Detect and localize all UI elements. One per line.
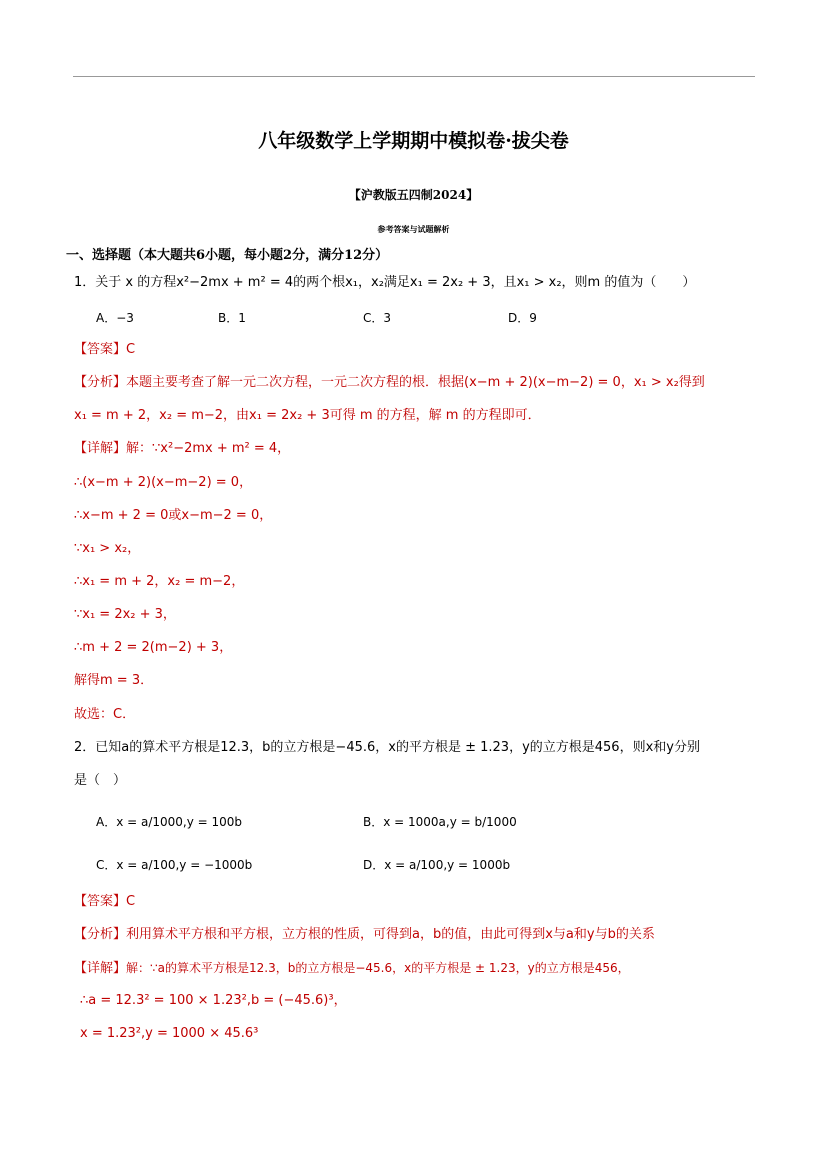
- q1-detail-line-5: ∴x₁ = m + 2，x₂ = m−2，: [74, 574, 245, 589]
- q2-analysis: [74, 926, 787, 944]
- analysis-tag: 【分析】: [74, 927, 127, 942]
- q1-detail-line-9: 故选：C．: [74, 707, 136, 722]
- analysis-text: 本题主要考查了解一元二次方程，一元二次方程的根．根据(x−m + 2)(x−m−2) = 0，x₁ > x₂得到: [126, 375, 705, 390]
- q1-analysis-line-1: [74, 374, 787, 392]
- q1-analysis-line-2: x₁ = m + 2，x₂ = m−2，由x₁ = 2x₂ + 3可得 m 的方程，解 m 的方程即可．: [74, 408, 541, 423]
- answer-value: C: [126, 342, 136, 357]
- answer-tag: 【答案】: [74, 894, 127, 909]
- header-rule: [73, 76, 755, 77]
- answer-tag: 【答案】: [74, 342, 127, 357]
- detail-tag: 【详解】: [74, 441, 127, 456]
- detail-text: 解：∵a的算术平方根是12.3，b的立方根是−45.6，x的平方根是 ± 1.23，y的立方根是456，: [126, 961, 630, 975]
- detail-text: 解：∵x²−2mx + m² = 4，: [126, 441, 291, 456]
- edition-label: 【沪教版五四制2024】: [348, 188, 479, 202]
- q2-stem-line-2: 是（ ）: [74, 773, 127, 788]
- q1-option-a: A．−3: [96, 311, 134, 325]
- q2-detail-line-1: [74, 959, 787, 978]
- q2-option-c: C．x = a/100,y = −1000b: [96, 858, 253, 872]
- q1-detail-line-8: 解得m = 3．: [74, 673, 154, 688]
- q2-option-d: D．x = a/100,y = 1000b: [363, 858, 511, 872]
- analysis-tag: 【分析】: [74, 375, 127, 390]
- q1-detail-line-2: ∴(x−m + 2)(x−m−2) = 0，: [74, 475, 253, 490]
- q2-detail-line-3: x = 1.23²,y = 1000 × 45.6³: [80, 1026, 259, 1041]
- answer-value: C: [126, 894, 136, 909]
- q2-detail-line-2: ∴a = 12.3² = 100 × 1.23²,b = (−45.6)³，: [80, 993, 347, 1008]
- q2-option-a: A．x = a/1000,y = 100b: [96, 815, 243, 829]
- answer-caption: 参考答案与试题解析: [377, 224, 450, 234]
- q2-answer: [74, 893, 787, 911]
- q1-detail-line-1: [74, 440, 787, 458]
- section-heading: 一、选择题（本大题共6小题，每小题2分，满分12分）: [66, 248, 389, 263]
- page-title: 八年级数学上学期期中模拟卷·拔尖卷: [258, 130, 569, 152]
- q1-option-d: D．9: [508, 311, 537, 325]
- q1-detail-line-7: ∴m + 2 = 2(m−2) + 3，: [74, 640, 233, 655]
- q1-detail-line-6: ∵x₁ = 2x₂ + 3，: [74, 607, 176, 622]
- q1-detail-line-4: ∵x₁ > x₂，: [74, 541, 141, 556]
- detail-tag: 【详解】: [74, 961, 127, 976]
- q1-option-b: B．1: [218, 311, 246, 325]
- analysis-text: 利用算术平方根和平方根，立方根的性质，可得到a，b的值，由此可得到x与a和y与b的关系: [126, 927, 655, 942]
- q1-answer: [74, 341, 787, 359]
- q2-stem-line-1: 2．已知a的算术平方根是12.3，b的立方根是−45.6，x的平方根是 ± 1.23，y的立方根是456，则x和y分别: [74, 740, 700, 755]
- q1-stem: 1．关于 x 的方程x²−2mx + m² = 4的两个根x₁，x₂满足x₁ = 2x₂ + 3，且x₁ > x₂，则m 的值为（ ）: [74, 275, 696, 290]
- q2-option-b: B．x = 1000a,y = b/1000: [363, 815, 517, 829]
- q1-detail-line-3: ∴x−m + 2 = 0或x−m−2 = 0，: [74, 508, 273, 523]
- q1-option-c: C．3: [363, 311, 392, 325]
